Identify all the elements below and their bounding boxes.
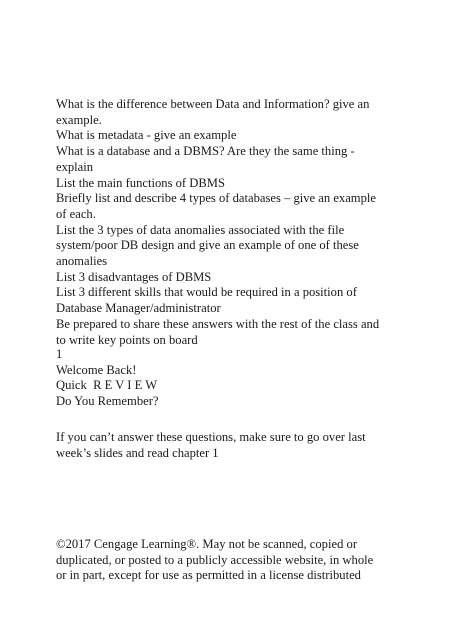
question-line: What is the difference between Data and Information? give an bbox=[56, 97, 370, 111]
question-line: List the 3 types of data anomalies associated with the file bbox=[56, 222, 345, 237]
questions-block bbox=[56, 97, 406, 348]
remember-line: Do You Remember? bbox=[56, 394, 159, 409]
question-line: What is metadata - give an example bbox=[56, 128, 237, 143]
copyright-line: or in part, except for use as permitted in a license distributed bbox=[56, 568, 361, 583]
question-line: to write key points on board bbox=[56, 332, 198, 347]
question-line: Database Manager/administrator bbox=[56, 301, 221, 316]
question-line: Be prepared to share these answers with the rest of the class and bbox=[56, 316, 380, 331]
copyright-line: duplicated, or posted to a publicly accessible website, in whole bbox=[56, 552, 374, 567]
question-line: of each. bbox=[56, 206, 96, 221]
copyright-block bbox=[56, 537, 406, 584]
slide-header-block bbox=[56, 347, 406, 410]
question-line: explain bbox=[56, 159, 94, 174]
welcome-heading: Welcome Back! bbox=[56, 362, 137, 377]
review-label: R E V I E W bbox=[93, 378, 158, 393]
quick-label: Quick bbox=[56, 378, 87, 393]
question-line: List 3 different skills that would be required in a position of bbox=[56, 285, 357, 300]
question-line: system/poor DB design and give an example of one of these bbox=[56, 238, 359, 253]
question-line: List 3 disadvantages of DBMS bbox=[56, 269, 212, 284]
copyright-line: ©2017 Cengage Learning®. May not be scanned, copied or bbox=[56, 537, 358, 551]
question-line: example. bbox=[56, 112, 102, 127]
question-line: anomalies bbox=[56, 254, 108, 269]
note-line: If you can’t answer these questions, make sure to go over last bbox=[56, 430, 366, 444]
question-line: List the main functions of DBMS bbox=[56, 175, 225, 190]
note-line: week’s slides and read chapter 1 bbox=[56, 445, 219, 460]
slide-number: 1 bbox=[56, 347, 63, 361]
question-line: What is a database and a DBMS? Are they the same thing - bbox=[56, 144, 355, 159]
question-line: Briefly list and describe 4 types of databases – give an example bbox=[56, 191, 376, 206]
note-block bbox=[56, 430, 406, 461]
quick-review-line bbox=[56, 378, 406, 394]
